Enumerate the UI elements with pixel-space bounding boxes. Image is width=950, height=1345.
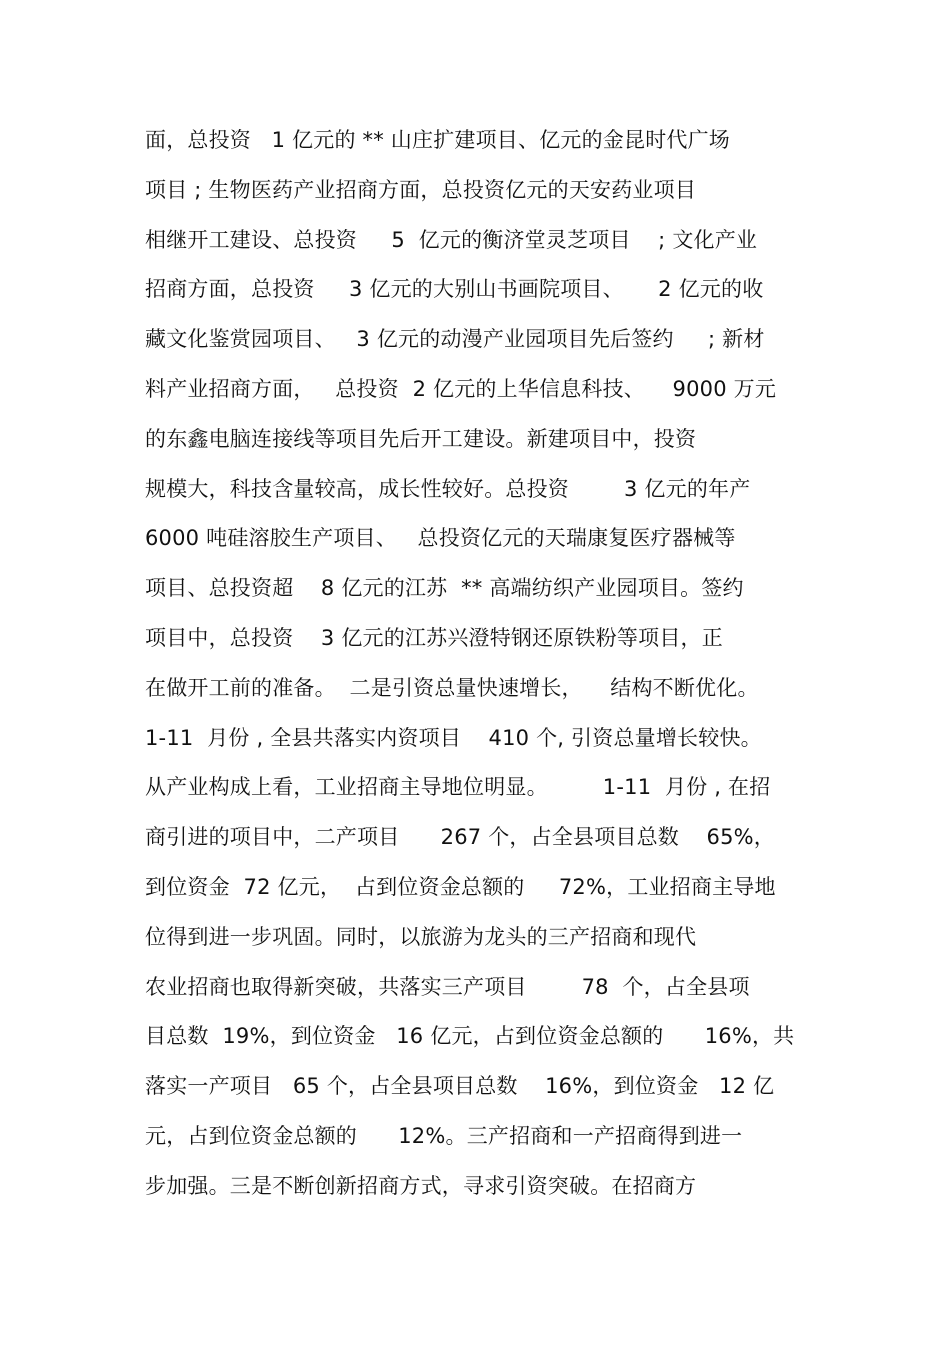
text-line: 位得到进一步巩固。同时，以旅游为龙头的三产招商和现代 (145, 924, 697, 949)
text-line: 农业招商也取得新突破，共落实三产项目 78 个，占全县项 (145, 974, 750, 999)
text-line: 6000 吨硅溶胶生产项目、 总投资亿元的天瑞康复医疗器械等 (145, 526, 736, 551)
text-line: 项目中，总投资 3 亿元的江苏兴澄特钢还原铁粉等项目，正 (145, 625, 723, 650)
text-line: 从产业构成上看，工业招商主导地位明显。 1-11 月份 , 在招 (145, 775, 771, 800)
text-line: 招商方面，总投资 3 亿元的大别山书画院项目、 2 亿元的收 (145, 277, 764, 302)
text-line: 项目 ; 生物医药产业招商方面，总投资亿元的天安药业项目 (145, 177, 697, 202)
text-line: 料产业招商方面， 总投资 2 亿元的上华信息科技、 9000 万元 (145, 376, 777, 401)
text-line: 在做开工前的准备。 二是引资总量快速增长， 结构不断优化。 (145, 675, 759, 700)
text-line: 落实一产项目 65 个，占全县项目总数 16%，到位资金 12 亿 (145, 1074, 775, 1099)
text-line: 到位资金 72 亿元， 占到位资金总额的 72%，工业招商主导地 (145, 874, 776, 899)
text-line: 藏文化鉴赏园项目、 3 亿元的动漫产业园项目先后签约 ; 新材 (145, 327, 765, 352)
text-line: 面，总投资 1 亿元的 ** 山庄扩建项目、亿元的金昆时代广场 (145, 128, 731, 152)
text-line: 步加强。三是不断创新招商方式，寻求引资突破。在招商方 (145, 1173, 697, 1198)
text-line: 规模大，科技含量较高，成长性较好。总投资 3 亿元的年产 (145, 476, 751, 501)
text-line: 的东鑫电脑连接线等项目先后开工建设。新建项目中，投资 (145, 426, 697, 451)
text-line: 项目、总投资超 8 亿元的江苏 ** 高端纺织产业园项目。签约 (145, 576, 744, 601)
text-line: 1-11 月份 , 全县共落实内资项目 410 个, 引资总量增长较快。 (145, 725, 762, 750)
text-line: 目总数 19%，到位资金 16 亿元，占到位资金总额的 16%，共 (145, 1024, 795, 1049)
text-line: 相继开工建设、总投资 5 亿元的衡济堂灵芝项目 ; 文化产业 (145, 227, 758, 252)
text-line: 元，占到位资金总额的 12%。三产招商和一产招商得到进一 (145, 1123, 743, 1148)
text-line: 商引进的项目中，二产项目 267 个，占全县项目总数 65%， (145, 825, 775, 850)
body-text (145, 116, 825, 1212)
